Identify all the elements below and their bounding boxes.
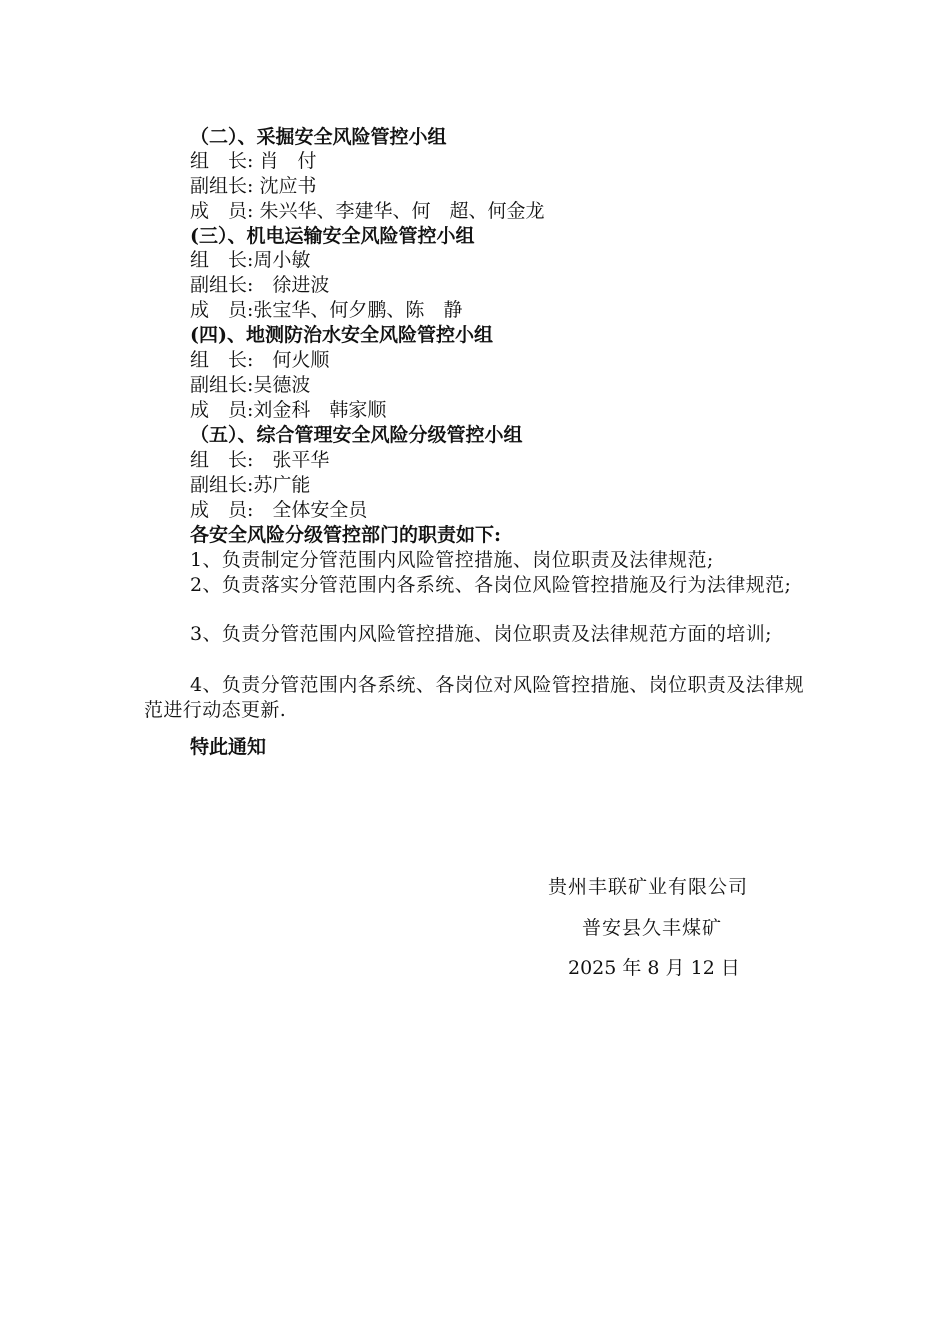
section-heading-3: (三）、机电运输安全风险管控小组 (190, 225, 475, 247)
section-2-deputy: 副组长: 沈应书 (190, 175, 317, 197)
duty-item-1: 1、负责制定分管范围内风险管控措施、岗位职责及法律规范; (190, 549, 714, 571)
section-heading-5: （五）、综合管理安全风险分级管控小组 (190, 424, 523, 446)
section-3-members: 成 员:张宝华、何夕鹏、陈 静 (190, 299, 463, 321)
duties-heading: 各安全风险分级管控部门的职责如下: (190, 524, 502, 546)
duty-item-2: 2、负责落实分管范围内各系统、各岗位风险管控措施及行为法律规范; (190, 574, 792, 596)
signature-date: 2025 年 8 月 12 日 (568, 957, 740, 979)
section-heading-4: (四)、地测防治水安全风险管控小组 (190, 324, 493, 346)
section-3-leader: 组 长:周小敏 (190, 249, 311, 271)
closing-text: 特此通知 (190, 736, 267, 758)
section-4-members: 成 员:刘金科 韩家顺 (190, 399, 387, 421)
section-heading-2: （二）、采掘安全风险管控小组 (190, 126, 447, 148)
section-3-deputy: 副组长: 徐进波 (190, 274, 330, 296)
section-5-leader: 组 长: 张平华 (190, 449, 330, 471)
section-4-leader: 组 长: 何火顺 (190, 349, 330, 371)
signature-company: 贵州丰联矿业有限公司 (548, 876, 749, 898)
section-5-members: 成 员: 全体安全员 (190, 499, 368, 521)
section-5-deputy: 副组长:苏广能 (190, 474, 311, 496)
section-2-members: 成 员: 朱兴华、李建华、何 超、何金龙 (190, 200, 545, 222)
section-2-leader: 组 长: 肖 付 (190, 150, 317, 172)
signature-mine: 普安县久丰煤矿 (582, 917, 723, 939)
duty-item-4: 4、负责分管范围内各系统、各岗位对风险管控措施、岗位职责及法律规范进行动态更新. (144, 674, 804, 721)
duty-item-3: 3、负责分管范围内风险管控措施、岗位职责及法律规范方面的培训; (190, 623, 772, 645)
section-4-deputy: 副组长:吴德波 (190, 374, 311, 396)
